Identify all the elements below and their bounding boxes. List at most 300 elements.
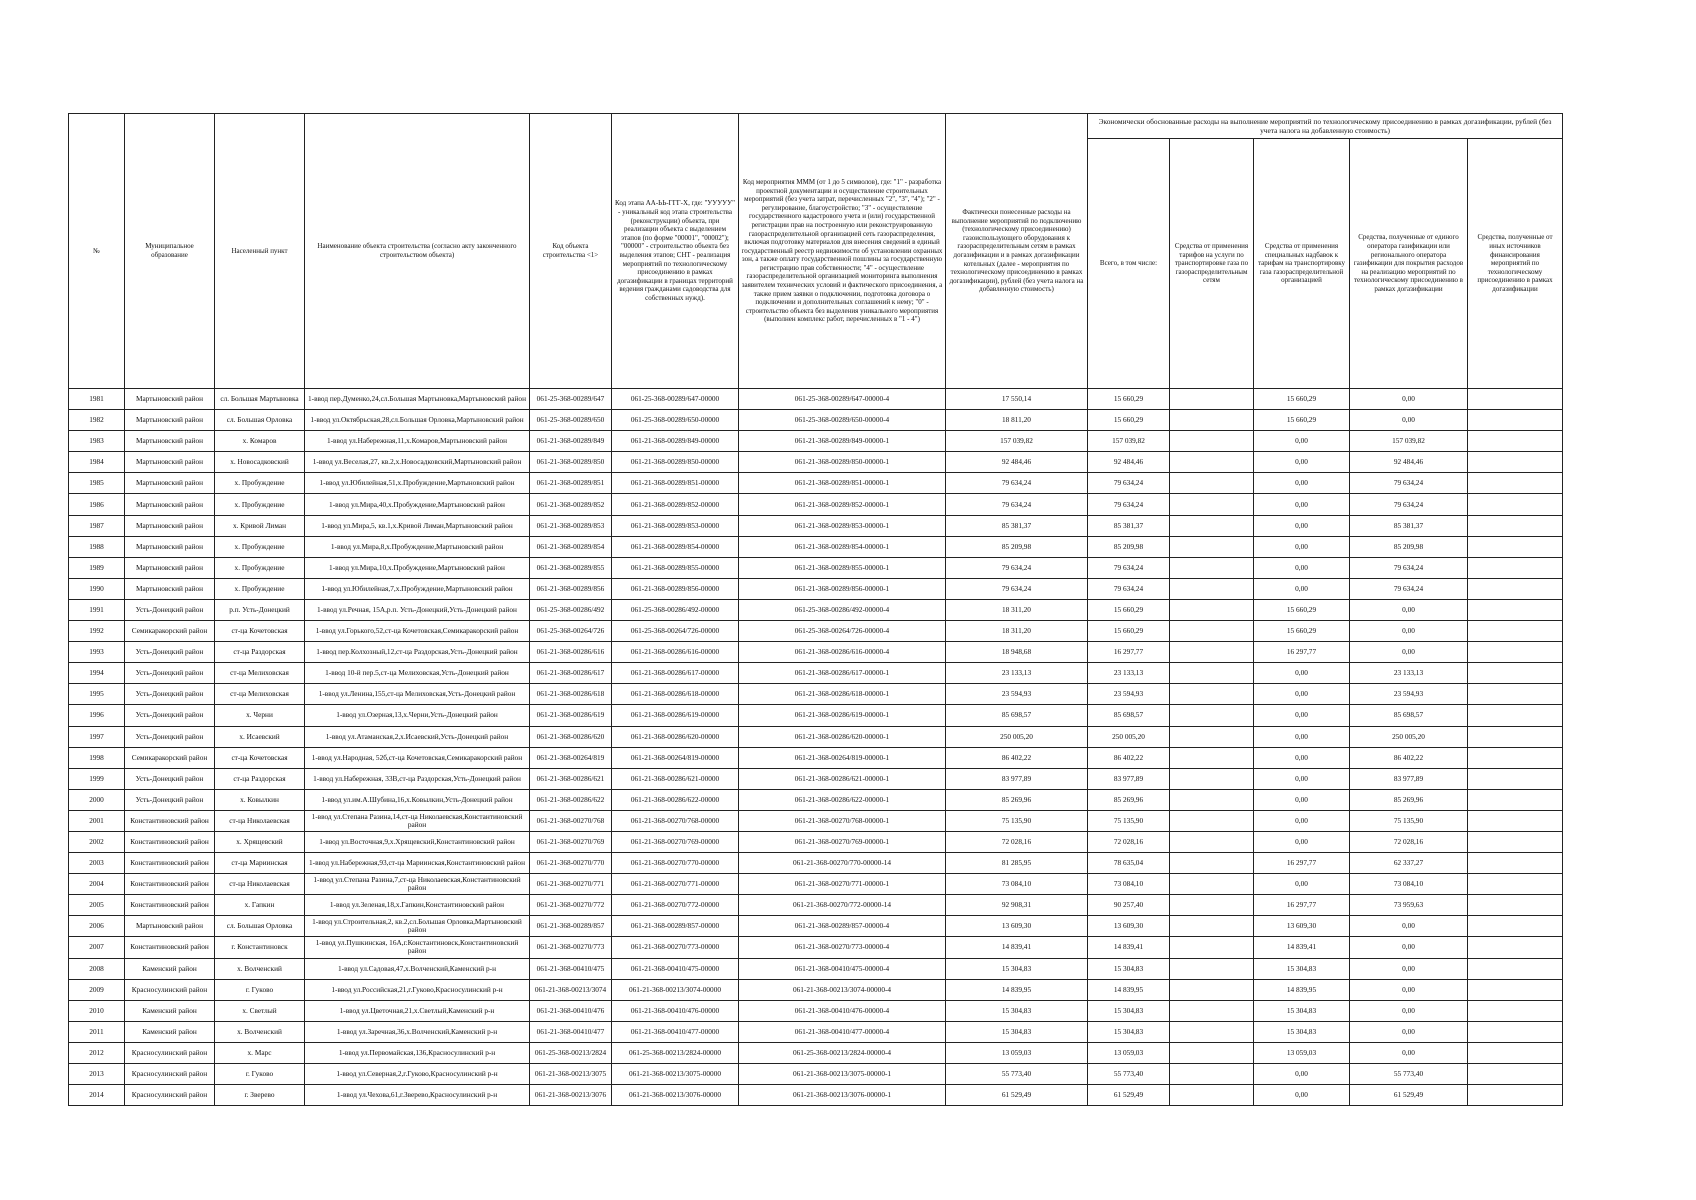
cell-municipality: Усть-Донецкий район: [125, 684, 215, 705]
cell-event-code: 061-25-368-00264/726-00000-4: [739, 621, 946, 642]
cell-municipality: Мартыновский район: [125, 431, 215, 452]
table-row: [69, 389, 1563, 410]
cell-num: 2002: [69, 831, 125, 852]
cell-object-code: 061-21-368-00289/853: [530, 515, 612, 536]
cell-single-operator: 72 028,16: [1350, 831, 1468, 852]
table-row: [69, 494, 1563, 515]
cell-single-operator: 83 977,89: [1350, 768, 1468, 789]
cell-single-operator: 55 773,40: [1350, 1064, 1468, 1085]
header-other-sources: Средства, полученные от иных источников финансирования мероприятий по технологическому присоединению в рамках догазификации: [1468, 139, 1563, 389]
cell-tariff-services: [1170, 937, 1254, 958]
cell-other-sources: [1468, 515, 1563, 536]
cell-stage-code: 061-21-368-00410/477-00000: [612, 1021, 739, 1042]
cell-special-markups: 0,00: [1254, 557, 1350, 578]
cell-total: 79 634,24: [1088, 578, 1170, 599]
table-row: [69, 895, 1563, 916]
cell-settlement: ст-ца Раздорская: [215, 768, 305, 789]
table-row: [69, 768, 1563, 789]
cell-stage-code: 061-21-368-00270/773-00000: [612, 937, 739, 958]
cell-tariff-services: [1170, 874, 1254, 895]
cell-other-sources: [1468, 916, 1563, 937]
cell-stage-code: 061-21-368-00286/619-00000: [612, 705, 739, 726]
cell-actual-costs: 61 529,49: [946, 1085, 1088, 1106]
cell-tariff-services: [1170, 705, 1254, 726]
table-row: [69, 515, 1563, 536]
cell-actual-costs: 85 381,37: [946, 515, 1088, 536]
cell-settlement: ст-ца Кочетовская: [215, 747, 305, 768]
cell-single-operator: 0,00: [1350, 1021, 1468, 1042]
cell-object-name: 1-ввод ул.Ленина,155,ст-ца Мелиховская,Усть-Донецкий район: [305, 684, 530, 705]
cell-single-operator: 85 269,96: [1350, 789, 1468, 810]
cell-object-name: 1-ввод ул.Набережная, 33В,ст-ца Раздорская,Усть-Донецкий район: [305, 768, 530, 789]
cell-settlement: сл. Большая Мартыновка: [215, 389, 305, 410]
cell-single-operator: 73 959,63: [1350, 895, 1468, 916]
cell-municipality: Мартыновский район: [125, 473, 215, 494]
cell-total: 14 839,41: [1088, 937, 1170, 958]
cell-object-code: 061-21-368-00286/621: [530, 768, 612, 789]
cell-other-sources: [1468, 473, 1563, 494]
cell-num: 1995: [69, 684, 125, 705]
cell-municipality: Каменский район: [125, 1000, 215, 1021]
cell-municipality: Каменский район: [125, 958, 215, 979]
cell-num: 2009: [69, 979, 125, 1000]
cell-tariff-services: [1170, 515, 1254, 536]
cell-object-code: 061-21-368-00289/849: [530, 431, 612, 452]
cell-special-markups: 13 059,03: [1254, 1042, 1350, 1063]
cell-special-markups: 15 660,29: [1254, 599, 1350, 620]
cell-other-sources: [1468, 958, 1563, 979]
table-row: [69, 410, 1563, 431]
cell-object-name: 1-ввод 10-й пер.5,ст-ца Мелиховская,Усть-Донецкий район: [305, 663, 530, 684]
header-municipality: Муниципальное образование: [125, 114, 215, 389]
cell-object-name: 1-ввод ул.Северная,2,г.Гуково,Красносулинский р-н: [305, 1064, 530, 1085]
cell-actual-costs: 18 311,20: [946, 599, 1088, 620]
table-row: [69, 536, 1563, 557]
cell-object-code: 061-21-368-00286/616: [530, 642, 612, 663]
header-num: №: [69, 114, 125, 389]
cell-num: 1987: [69, 515, 125, 536]
cell-tariff-services: [1170, 1021, 1254, 1042]
cell-event-code: 061-21-368-00286/617-00000-1: [739, 663, 946, 684]
table-row: [69, 473, 1563, 494]
cell-object-code: 061-21-368-00270/773: [530, 937, 612, 958]
cell-single-operator: 85 381,37: [1350, 515, 1468, 536]
cell-settlement: х. Хрящевский: [215, 831, 305, 852]
cell-object-code: 061-21-368-00286/620: [530, 726, 612, 747]
cell-special-markups: 13 609,30: [1254, 916, 1350, 937]
cell-other-sources: [1468, 747, 1563, 768]
cell-single-operator: 157 039,82: [1350, 431, 1468, 452]
cell-event-code: 061-21-368-00270/771-00000-1: [739, 874, 946, 895]
cell-single-operator: 61 529,49: [1350, 1085, 1468, 1106]
table-body: [69, 389, 1563, 1106]
cell-other-sources: [1468, 642, 1563, 663]
cell-object-code: 061-21-368-00410/475: [530, 958, 612, 979]
cell-single-operator: 0,00: [1350, 916, 1468, 937]
cell-settlement: х. Светлый: [215, 1000, 305, 1021]
cell-tariff-services: [1170, 452, 1254, 473]
cell-actual-costs: 18 311,20: [946, 621, 1088, 642]
cell-total: 79 634,24: [1088, 473, 1170, 494]
cell-tariff-services: [1170, 642, 1254, 663]
cell-single-operator: 0,00: [1350, 937, 1468, 958]
cell-num: 2007: [69, 937, 125, 958]
cell-municipality: Мартыновский район: [125, 515, 215, 536]
cell-municipality: Семикаракорский район: [125, 621, 215, 642]
cell-num: 1993: [69, 642, 125, 663]
cell-total: 83 977,89: [1088, 768, 1170, 789]
cell-stage-code: 061-21-368-00264/819-00000: [612, 747, 739, 768]
cell-actual-costs: 81 285,95: [946, 853, 1088, 874]
cell-event-code: 061-21-368-00270/772-00000-14: [739, 895, 946, 916]
cell-num: 1981: [69, 389, 125, 410]
cell-single-operator: 0,00: [1350, 389, 1468, 410]
cell-num: 2008: [69, 958, 125, 979]
cell-tariff-services: [1170, 831, 1254, 852]
header-actual-costs: Фактически понесенные расходы на выполнение мероприятий по подключению (технологическому присоединению) газоиспользующего оборудования к газораспределительным сетям в рамках догазификации и в рамках догазификации котельных (далее - мероприятия по технологическому присоединению в рамках догазификации), рублей (без учета налога на добавленную стоимость): [946, 114, 1088, 389]
header-tariff-services: Средства от применения тарифов на услуги по транспортировке газа по газораспределительным сетям: [1170, 139, 1254, 389]
cell-object-code: 061-21-368-00289/851: [530, 473, 612, 494]
cell-single-operator: 79 634,24: [1350, 473, 1468, 494]
cell-municipality: Усть-Донецкий район: [125, 642, 215, 663]
cell-tariff-services: [1170, 853, 1254, 874]
cell-actual-costs: 250 005,20: [946, 726, 1088, 747]
cell-settlement: ст-ца Николаевская: [215, 874, 305, 895]
cell-object-name: 1-ввод ул.Октябрьская,28,сл.Большая Орловка,Мартыновский район: [305, 410, 530, 431]
cell-total: 14 839,95: [1088, 979, 1170, 1000]
cell-event-code: 061-21-368-00270/768-00000-1: [739, 810, 946, 831]
cell-municipality: Константиновский район: [125, 937, 215, 958]
cell-total: 72 028,16: [1088, 831, 1170, 852]
table-row: [69, 599, 1563, 620]
cell-other-sources: [1468, 705, 1563, 726]
cell-special-markups: 0,00: [1254, 515, 1350, 536]
table-row: [69, 747, 1563, 768]
cell-tariff-services: [1170, 726, 1254, 747]
cell-num: 1982: [69, 410, 125, 431]
cell-tariff-services: [1170, 557, 1254, 578]
cell-tariff-services: [1170, 916, 1254, 937]
table-row: [69, 1000, 1563, 1021]
cell-special-markups: 0,00: [1254, 768, 1350, 789]
cell-special-markups: 15 304,83: [1254, 1000, 1350, 1021]
cell-stage-code: 061-25-368-00286/492-00000: [612, 599, 739, 620]
cell-event-code: 061-21-368-00410/476-00000-4: [739, 1000, 946, 1021]
cell-total: 86 402,22: [1088, 747, 1170, 768]
cell-other-sources: [1468, 1085, 1563, 1106]
cell-event-code: 061-21-368-00286/616-00000-4: [739, 642, 946, 663]
cell-settlement: сл. Большая Орловка: [215, 410, 305, 431]
cell-object-name: 1-ввод ул.Речная, 15А,р.п. Усть-Донецкий,Усть-Донецкий район: [305, 599, 530, 620]
cell-total: 92 484,46: [1088, 452, 1170, 473]
cell-event-code: 061-21-368-00289/849-00000-1: [739, 431, 946, 452]
cell-event-code: 061-25-368-00213/2824-00000-4: [739, 1042, 946, 1063]
cell-special-markups: 0,00: [1254, 747, 1350, 768]
cell-stage-code: 061-21-368-00213/3076-00000: [612, 1085, 739, 1106]
cell-event-code: 061-25-368-00286/492-00000-4: [739, 599, 946, 620]
cell-total: 13 609,30: [1088, 916, 1170, 937]
cell-single-operator: 0,00: [1350, 642, 1468, 663]
cell-special-markups: 0,00: [1254, 473, 1350, 494]
cell-num: 1983: [69, 431, 125, 452]
cell-object-code: 061-21-368-00264/819: [530, 747, 612, 768]
cell-actual-costs: 73 084,10: [946, 874, 1088, 895]
cell-municipality: Мартыновский район: [125, 494, 215, 515]
cell-num: 1998: [69, 747, 125, 768]
cell-special-markups: 0,00: [1254, 874, 1350, 895]
cell-object-code: 061-21-368-00286/618: [530, 684, 612, 705]
cell-event-code: 061-21-368-00286/622-00000-1: [739, 789, 946, 810]
cell-single-operator: 85 209,98: [1350, 536, 1468, 557]
cell-special-markups: 0,00: [1254, 452, 1350, 473]
cell-stage-code: 061-21-368-00286/620-00000: [612, 726, 739, 747]
cell-actual-costs: 18 948,68: [946, 642, 1088, 663]
cell-object-code: 061-21-368-00286/617: [530, 663, 612, 684]
cell-total: 15 304,83: [1088, 1000, 1170, 1021]
cell-settlement: х. Пробуждение: [215, 473, 305, 494]
cell-stage-code: 061-21-368-00270/772-00000: [612, 895, 739, 916]
table-row: [69, 621, 1563, 642]
cell-object-name: 1-ввод ул.Цветочная,21,х.Светлый,Каменский р-н: [305, 1000, 530, 1021]
cell-special-markups: 0,00: [1254, 536, 1350, 557]
cell-single-operator: 75 135,90: [1350, 810, 1468, 831]
cell-single-operator: 0,00: [1350, 410, 1468, 431]
cell-stage-code: 061-21-368-00289/850-00000: [612, 452, 739, 473]
cell-special-markups: 0,00: [1254, 831, 1350, 852]
header-stage-code: Код этапа АА-ЬЬ-ГГГ-Х, где: "УУУУУ" - уникальный код этапа строительства (реконструкции) объекта, при реализации объекта с выделением этапов (по форме "00001", "00002"); "00000" - строительство объекта без выделения этапов; СНТ - реализация мероприятий по технологическому присоединению в рамках догазификации в границах территорий ведения гражданами садоводства для собственных нужд).: [612, 114, 739, 389]
table-row: [69, 663, 1563, 684]
table-header: [69, 114, 1563, 389]
cell-event-code: 061-21-368-00289/852-00000-1: [739, 494, 946, 515]
cell-other-sources: [1468, 452, 1563, 473]
cell-object-code: 061-21-368-00213/3076: [530, 1085, 612, 1106]
cell-single-operator: 0,00: [1350, 599, 1468, 620]
cell-other-sources: [1468, 831, 1563, 852]
cell-object-name: 1-ввод ул.Мира,10,х.Пробуждение,Мартыновский район: [305, 557, 530, 578]
cell-other-sources: [1468, 1042, 1563, 1063]
cell-total: 15 304,83: [1088, 958, 1170, 979]
cell-object-name: 1-ввод ул.Мира,5, кв.1,х.Кривой Лиман,Мартыновский район: [305, 515, 530, 536]
table-row: [69, 1042, 1563, 1063]
cell-tariff-services: [1170, 747, 1254, 768]
cell-object-name: 1-ввод ул.им.А.Шубина,16,х.Ковылкин,Усть-Донецкий район: [305, 789, 530, 810]
cell-event-code: 061-21-368-00289/850-00000-1: [739, 452, 946, 473]
cell-num: 2006: [69, 916, 125, 937]
cell-special-markups: 16 297,77: [1254, 895, 1350, 916]
cell-object-name: 1-ввод ул.Строительная,2, кв.2,сл.Большая Орловка,Мартыновский район: [305, 916, 530, 937]
cell-other-sources: [1468, 389, 1563, 410]
cell-total: 61 529,49: [1088, 1085, 1170, 1106]
cell-settlement: ст-ца Кочетовская: [215, 621, 305, 642]
cell-actual-costs: 15 304,83: [946, 1000, 1088, 1021]
cell-stage-code: 061-21-368-00410/476-00000: [612, 1000, 739, 1021]
cell-stage-code: 061-25-368-00213/2824-00000: [612, 1042, 739, 1063]
cell-municipality: Усть-Донецкий район: [125, 768, 215, 789]
cell-other-sources: [1468, 853, 1563, 874]
cell-tariff-services: [1170, 958, 1254, 979]
cell-event-code: 061-21-368-00286/618-00000-1: [739, 684, 946, 705]
cell-stage-code: 061-21-368-00286/617-00000: [612, 663, 739, 684]
cell-stage-code: 061-21-368-00270/768-00000: [612, 810, 739, 831]
cell-tariff-services: [1170, 494, 1254, 515]
cell-actual-costs: 85 698,57: [946, 705, 1088, 726]
cell-other-sources: [1468, 810, 1563, 831]
cell-object-name: 1-ввод пер.Колхозный,12,ст-ца Раздорская,Усть-Донецкий район: [305, 642, 530, 663]
cell-total: 16 297,77: [1088, 642, 1170, 663]
header-settlement: Населенный пункт: [215, 114, 305, 389]
cell-single-operator: 0,00: [1350, 1042, 1468, 1063]
cell-object-name: 1-ввод ул.Набережная,11,х.Комаров,Мартыновский район: [305, 431, 530, 452]
cell-num: 1988: [69, 536, 125, 557]
cell-single-operator: 73 084,10: [1350, 874, 1468, 895]
cell-actual-costs: 55 773,40: [946, 1064, 1088, 1085]
cell-tariff-services: [1170, 663, 1254, 684]
cell-event-code: 061-21-368-00270/773-00000-4: [739, 937, 946, 958]
cell-object-code: 061-21-368-00289/852: [530, 494, 612, 515]
cell-total: 15 660,29: [1088, 621, 1170, 642]
cell-object-code: 061-21-368-00289/856: [530, 578, 612, 599]
cell-other-sources: [1468, 684, 1563, 705]
cell-num: 2004: [69, 874, 125, 895]
cell-total: 73 084,10: [1088, 874, 1170, 895]
cell-actual-costs: 79 634,24: [946, 494, 1088, 515]
cell-municipality: Усть-Донецкий район: [125, 705, 215, 726]
cell-object-name: 1-ввод ул.Чехова,61,г.Зверево,Красносулинский р-н: [305, 1085, 530, 1106]
cell-municipality: Красносулинский район: [125, 1042, 215, 1063]
cell-event-code: 061-21-368-00289/855-00000-1: [739, 557, 946, 578]
cell-object-name: 1-ввод пер.Думенко,24,сл.Большая Мартыновка,Мартыновский район: [305, 389, 530, 410]
cell-actual-costs: 79 634,24: [946, 578, 1088, 599]
cell-special-markups: 15 660,29: [1254, 621, 1350, 642]
cell-settlement: ст-ца Мелиховская: [215, 663, 305, 684]
cell-num: 2011: [69, 1021, 125, 1042]
cell-settlement: х. Комаров: [215, 431, 305, 452]
cell-tariff-services: [1170, 1064, 1254, 1085]
cell-tariff-services: [1170, 810, 1254, 831]
cell-settlement: х. Пробуждение: [215, 578, 305, 599]
cell-event-code: 061-21-368-00289/856-00000-1: [739, 578, 946, 599]
cell-single-operator: 0,00: [1350, 979, 1468, 1000]
header-event-code: Код мероприятия МММ (от 1 до 5 символов), где: "1" - разработка проектной документации и осуществление строительных мероприятий (без учета затрат, перечисленных "2", "3", "4"); "2" - регулирование, благоустройство; "3" - осуществление государственного кадастрового учета и (или) государственной регистрации прав на построенную или реконструированную газораспределительной организацией сеть газораспределения, включая подготовку материалов для внесения сведений в единый государственный реестр недвижимости об установлении охранных зон, а также оплату государственной пошлины за государственную регистрацию прав собственности; "4" - осуществление газораспределительной организацией мониторинга выполнения заявителем технических условий и фактического присоединения, а также прием заявки о подключении, подготовка договора о подключении и дополнительных соглашений к нему; "0" - строительство объекта без выделения уникального мероприятия (выполнен комплекс работ, перечисленных в "1 - 4"): [739, 114, 946, 389]
cell-special-markups: 15 660,29: [1254, 410, 1350, 431]
table-row: [69, 578, 1563, 599]
cell-total: 157 039,82: [1088, 431, 1170, 452]
cell-actual-costs: 23 133,13: [946, 663, 1088, 684]
cell-single-operator: 0,00: [1350, 1000, 1468, 1021]
cell-tariff-services: [1170, 1042, 1254, 1063]
cell-municipality: Красносулинский район: [125, 1064, 215, 1085]
cell-actual-costs: 79 634,24: [946, 473, 1088, 494]
cell-num: 1991: [69, 599, 125, 620]
cell-object-name: 1-ввод ул.Заречная,36,х.Волченский,Каменский р-н: [305, 1021, 530, 1042]
cell-actual-costs: 15 304,83: [946, 958, 1088, 979]
cell-other-sources: [1468, 578, 1563, 599]
cell-object-code: 061-21-368-00289/850: [530, 452, 612, 473]
cell-event-code: 061-25-368-00289/647-00000-4: [739, 389, 946, 410]
cell-actual-costs: 75 135,90: [946, 810, 1088, 831]
table-row: [69, 431, 1563, 452]
table-row: [69, 958, 1563, 979]
cell-other-sources: [1468, 895, 1563, 916]
cell-other-sources: [1468, 874, 1563, 895]
cell-other-sources: [1468, 1021, 1563, 1042]
cell-stage-code: 061-21-368-00286/621-00000: [612, 768, 739, 789]
cell-event-code: 061-21-368-00270/770-00000-14: [739, 853, 946, 874]
cell-other-sources: [1468, 410, 1563, 431]
cell-num: 1985: [69, 473, 125, 494]
cell-object-code: 061-21-368-00410/477: [530, 1021, 612, 1042]
cell-special-markups: 14 839,95: [1254, 979, 1350, 1000]
cell-object-code: 061-21-368-00289/854: [530, 536, 612, 557]
cell-object-name: 1-ввод ул.Зеленая,18,х.Гапкин,Константиновский район: [305, 895, 530, 916]
table-row: [69, 789, 1563, 810]
cell-total: 55 773,40: [1088, 1064, 1170, 1085]
cell-settlement: х. Волченский: [215, 1021, 305, 1042]
cell-stage-code: 061-25-368-00289/650-00000: [612, 410, 739, 431]
table-row: [69, 874, 1563, 895]
cell-settlement: ст-ца Николаевская: [215, 810, 305, 831]
cell-object-code: 061-21-368-00270/768: [530, 810, 612, 831]
cell-single-operator: 0,00: [1350, 958, 1468, 979]
cell-other-sources: [1468, 494, 1563, 515]
cell-single-operator: 79 634,24: [1350, 578, 1468, 599]
cell-tariff-services: [1170, 684, 1254, 705]
cell-event-code: 061-21-368-00289/854-00000-1: [739, 536, 946, 557]
cell-municipality: Усть-Донецкий район: [125, 599, 215, 620]
cell-object-name: 1-ввод ул.Мира,8,х.Пробуждение,Мартыновский район: [305, 536, 530, 557]
cell-event-code: 061-21-368-00410/477-00000-4: [739, 1021, 946, 1042]
cell-single-operator: 62 337,27: [1350, 853, 1468, 874]
cell-municipality: Каменский район: [125, 1021, 215, 1042]
cell-special-markups: 15 304,83: [1254, 958, 1350, 979]
cell-object-code: 061-25-368-00264/726: [530, 621, 612, 642]
cell-object-code: 061-21-368-00289/857: [530, 916, 612, 937]
cell-event-code: 061-21-368-00270/769-00000-1: [739, 831, 946, 852]
cell-stage-code: 061-25-368-00264/726-00000: [612, 621, 739, 642]
cell-object-name: 1-ввод ул.Юбилейная,51,х.Пробуждение,Мартыновский район: [305, 473, 530, 494]
table-row: [69, 853, 1563, 874]
cell-object-name: 1-ввод ул.Горького,52,ст-ца Кочетовская,Семикаракорский район: [305, 621, 530, 642]
cell-total: 23 594,93: [1088, 684, 1170, 705]
cell-num: 2003: [69, 853, 125, 874]
cell-num: 1986: [69, 494, 125, 515]
cell-num: 1996: [69, 705, 125, 726]
table-row: [69, 452, 1563, 473]
cell-other-sources: [1468, 1000, 1563, 1021]
cell-object-code: 061-21-368-00213/3075: [530, 1064, 612, 1085]
cell-total: 79 634,24: [1088, 557, 1170, 578]
cell-object-name: 1-ввод ул.Озерная,13,х.Черни,Усть-Донецкий район: [305, 705, 530, 726]
cell-municipality: Семикаракорский район: [125, 747, 215, 768]
table-row: [69, 1064, 1563, 1085]
cell-object-code: 061-25-368-00289/647: [530, 389, 612, 410]
cell-object-code: 061-21-368-00289/855: [530, 557, 612, 578]
cell-object-name: 1-ввод ул.Мира,40,х.Пробуждение,Мартыновский район: [305, 494, 530, 515]
cell-total: 23 133,13: [1088, 663, 1170, 684]
cell-tariff-services: [1170, 536, 1254, 557]
table-row: [69, 831, 1563, 852]
cell-tariff-services: [1170, 979, 1254, 1000]
table-row: [69, 1085, 1563, 1106]
cell-special-markups: 15 304,83: [1254, 1021, 1350, 1042]
cell-event-code: 061-21-368-00289/851-00000-1: [739, 473, 946, 494]
cell-other-sources: [1468, 599, 1563, 620]
cell-other-sources: [1468, 536, 1563, 557]
cell-settlement: сл. Большая Орловка: [215, 916, 305, 937]
cell-actual-costs: 85 269,96: [946, 789, 1088, 810]
cell-single-operator: 79 634,24: [1350, 557, 1468, 578]
cell-object-code: 061-21-368-00286/619: [530, 705, 612, 726]
